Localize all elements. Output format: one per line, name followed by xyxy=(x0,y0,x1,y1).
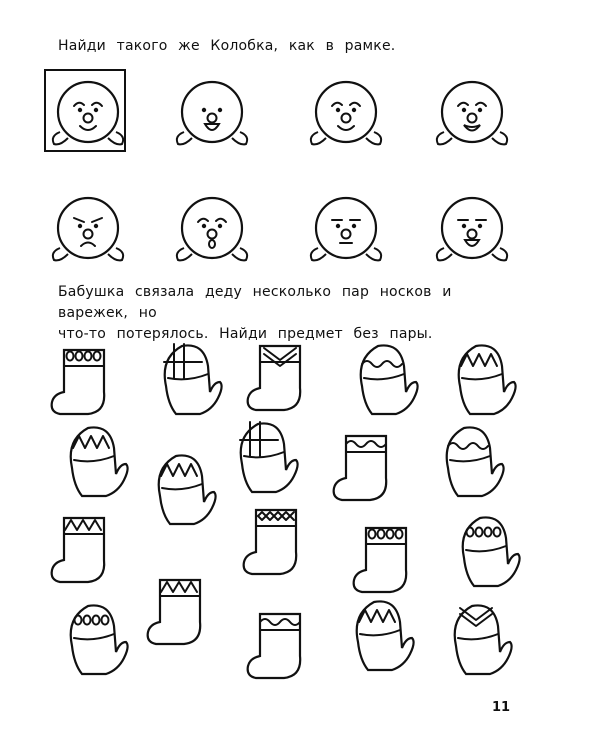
task2-instruction xyxy=(58,282,508,345)
kolobok-option[interactable] xyxy=(170,188,254,272)
mitten-item[interactable] xyxy=(440,598,518,678)
sock-item[interactable] xyxy=(244,606,322,686)
sock-item[interactable] xyxy=(244,338,322,418)
kolobok-option[interactable] xyxy=(46,188,130,272)
sock-item[interactable] xyxy=(330,428,408,508)
mitten-item[interactable] xyxy=(56,598,134,678)
mitten-item[interactable] xyxy=(144,448,222,528)
page-number: 11 xyxy=(492,700,511,715)
kolobok-option[interactable] xyxy=(304,188,388,272)
sock-item[interactable] xyxy=(350,520,428,600)
kolobok-option[interactable] xyxy=(304,72,388,156)
sock-item[interactable] xyxy=(240,502,318,582)
sock-item[interactable] xyxy=(48,510,126,590)
mitten-item[interactable] xyxy=(444,338,522,418)
task1-instruction: Найди такого же Колобка, как в рамке. xyxy=(58,38,396,54)
task2-instruction-line1: Бабушка связала деду несколько пар носков и варежек, но xyxy=(58,284,452,321)
kolobok-sample xyxy=(46,72,130,156)
kolobok-option[interactable] xyxy=(430,72,514,156)
mitten-item[interactable] xyxy=(56,420,134,500)
sock-item[interactable] xyxy=(48,342,126,422)
sock-item[interactable] xyxy=(144,572,222,652)
kolobok-option[interactable] xyxy=(430,188,514,272)
mitten-item[interactable] xyxy=(226,416,304,496)
task2-instruction-line2: что-то потерялось. Найди предмет без пары. xyxy=(58,326,433,342)
mitten-item[interactable] xyxy=(448,510,526,590)
mitten-item[interactable] xyxy=(150,338,228,418)
kolobok-option[interactable] xyxy=(170,72,254,156)
mitten-item[interactable] xyxy=(432,420,510,500)
mitten-item[interactable] xyxy=(346,338,424,418)
mitten-item[interactable] xyxy=(342,594,420,674)
